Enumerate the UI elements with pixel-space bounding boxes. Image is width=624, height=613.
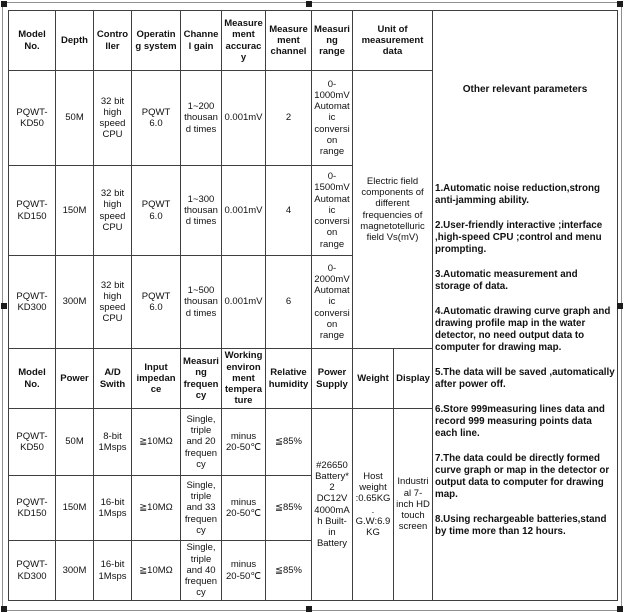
col-header-measurement-accuracy: Measurement accuracy <box>222 11 266 71</box>
selection-handle-bottom-middle[interactable] <box>306 606 312 612</box>
cell-operating-system: PQWT 6.0 <box>132 166 181 256</box>
cell-humidity: ≦85% <box>266 409 312 476</box>
cell-power: 300M <box>56 541 94 601</box>
cell-measurement-accuracy: 0.001mV <box>222 256 266 349</box>
cell-model: PQWT-KD50 <box>9 409 56 476</box>
cell-depth: 150M <box>56 166 94 256</box>
cell-measuring-range: 0-2000mV Automatic conversion range <box>312 256 353 349</box>
cell-input-impedance: ≧10MΩ <box>132 409 181 476</box>
col-header-weight: Weight <box>353 349 394 409</box>
col-header-working-environment-temperature: Working environment temperature <box>222 349 266 409</box>
cell-measurement-accuracy: 0.001mV <box>222 166 266 256</box>
col-header-measuring-frequency: Measuring frequency <box>181 349 222 409</box>
col-header-power: Power <box>56 349 94 409</box>
cell-depth: 300M <box>56 256 94 349</box>
cell-power: 150M <box>56 476 94 541</box>
cell-measurement-channel: 2 <box>266 71 312 166</box>
selection-handle-bottom-right[interactable] <box>617 606 623 612</box>
cell-input-impedance: ≧10MΩ <box>132 476 181 541</box>
cell-model: PQWT-KD300 <box>9 256 56 349</box>
selection-handle-middle-right[interactable] <box>617 303 623 309</box>
other-params-list <box>435 183 615 538</box>
param-item: 2.User-friendly interactive ;interface ,high-speed CPU ;control and menu prompting. <box>435 219 603 255</box>
cell-ad-switch: 16-bit 1Msps <box>94 541 132 601</box>
cell-model: PQWT-KD150 <box>9 166 56 256</box>
param-item: 4.Automatic drawing curve graph and drawing profile map in the water detector, no need output data to computer for drawing map. <box>435 305 611 353</box>
cell-model: PQWT-KD50 <box>9 71 56 166</box>
col-header-model: Model No. <box>9 11 56 71</box>
col-header-controller: Controller <box>94 11 132 71</box>
cell-controller: 32 bit high speed CPU <box>94 71 132 166</box>
cell-ad-switch: 16-bit 1Msps <box>94 476 132 541</box>
cell-humidity: ≦85% <box>266 541 312 601</box>
cell-channel-gain: 1~300 thousand times <box>181 166 222 256</box>
col-header-ad-switch: A/D Swith <box>94 349 132 409</box>
selection-handle-top-left[interactable] <box>1 1 7 7</box>
param-item: 8.Using rechargeable batteries,stand by time more than 12 hours. <box>435 513 607 537</box>
cell-channel-gain: 1~500 thousand times <box>181 256 222 349</box>
cell-controller: 32 bit high speed CPU <box>94 166 132 256</box>
cell-measuring-frequency: Single, triple and 33 frequency <box>181 476 222 541</box>
cell-measuring-range: 0-1000mV Automatic conversion range <box>312 71 353 166</box>
cell-depth: 50M <box>56 71 94 166</box>
selection-handle-top-right[interactable] <box>617 1 623 7</box>
cell-ad-switch: 8-bit 1Msps <box>94 409 132 476</box>
col-header-display: Display <box>394 349 433 409</box>
selection-handle-top-middle[interactable] <box>306 1 312 7</box>
param-item: 7.The data could be directly formed curve graph or map in the detector or output data to computer for drawing map. <box>435 452 610 500</box>
cell-input-impedance: ≧10MΩ <box>132 541 181 601</box>
other-params-cell <box>433 11 618 601</box>
cell-measuring-frequency: Single, triple and 40 frequency <box>181 541 222 601</box>
spec-table <box>8 10 618 601</box>
cell-model: PQWT-KD300 <box>9 541 56 601</box>
cell-weight: Host weight :0.65KG . G.W:6.9 KG <box>353 409 394 601</box>
cell-operating-system: PQWT 6.0 <box>132 256 181 349</box>
cell-model: PQWT-KD150 <box>9 476 56 541</box>
cell-operating-system: PQWT 6.0 <box>132 71 181 166</box>
top-header-row <box>9 11 618 71</box>
param-item: 3.Automatic measurement and storage of data. <box>435 268 578 292</box>
col-header-power-supply: Power Supply <box>312 349 353 409</box>
col-header-measuring-range: Measuring range <box>312 11 353 71</box>
col-header-input-impedance: Input impedance <box>132 349 181 409</box>
cell-humidity: ≦85% <box>266 476 312 541</box>
cell-measurement-channel: 6 <box>266 256 312 349</box>
cell-unit-of-measurement: Electric field components of different frequencies of magnetotelluric field Vs(mV) <box>353 71 433 349</box>
col-header-channel-gain: Channel gain <box>181 11 222 71</box>
cell-channel-gain: 1~200 thousand times <box>181 71 222 166</box>
other-params-header: Other relevant parameters <box>462 83 588 95</box>
selection-handle-middle-left[interactable] <box>1 303 7 309</box>
cell-power: 50M <box>56 409 94 476</box>
cell-temperature: minus 20-50℃ <box>222 541 266 601</box>
col-header-relative-humidity: Relative humidity <box>266 349 312 409</box>
param-item: 1.Automatic noise reduction,strong anti-jamming ability. <box>435 182 600 206</box>
cell-temperature: minus 20-50℃ <box>222 476 266 541</box>
col-header-operating-system: Operating system <box>132 11 181 71</box>
cell-measurement-channel: 4 <box>266 166 312 256</box>
cell-controller: 32 bit high speed CPU <box>94 256 132 349</box>
param-item: 6.Store 999measuring lines data and record 999 measuring points data each line. <box>435 403 605 439</box>
cell-measurement-accuracy: 0.001mV <box>222 71 266 166</box>
selection-handle-bottom-left[interactable] <box>1 606 7 612</box>
cell-display: Industrial 7-inch HD touch screen <box>394 409 433 601</box>
param-item: 5.The data will be saved ,automatically after power off. <box>435 366 615 390</box>
col-header-model: Model No. <box>9 349 56 409</box>
col-header-unit-of-measurement: Unit of measurement data <box>353 11 433 71</box>
cell-measuring-frequency: Single, triple and 20 frequency <box>181 409 222 476</box>
col-header-depth: Depth <box>56 11 94 71</box>
col-header-measurement-channel: Measurement channel <box>266 11 312 71</box>
cell-measuring-range: 0-1500mV Automatic conversion range <box>312 166 353 256</box>
cell-power-supply: #26650 Battery*2 DC12V 4000mAh Built-in Battery <box>312 409 353 601</box>
cell-temperature: minus 20-50℃ <box>222 409 266 476</box>
